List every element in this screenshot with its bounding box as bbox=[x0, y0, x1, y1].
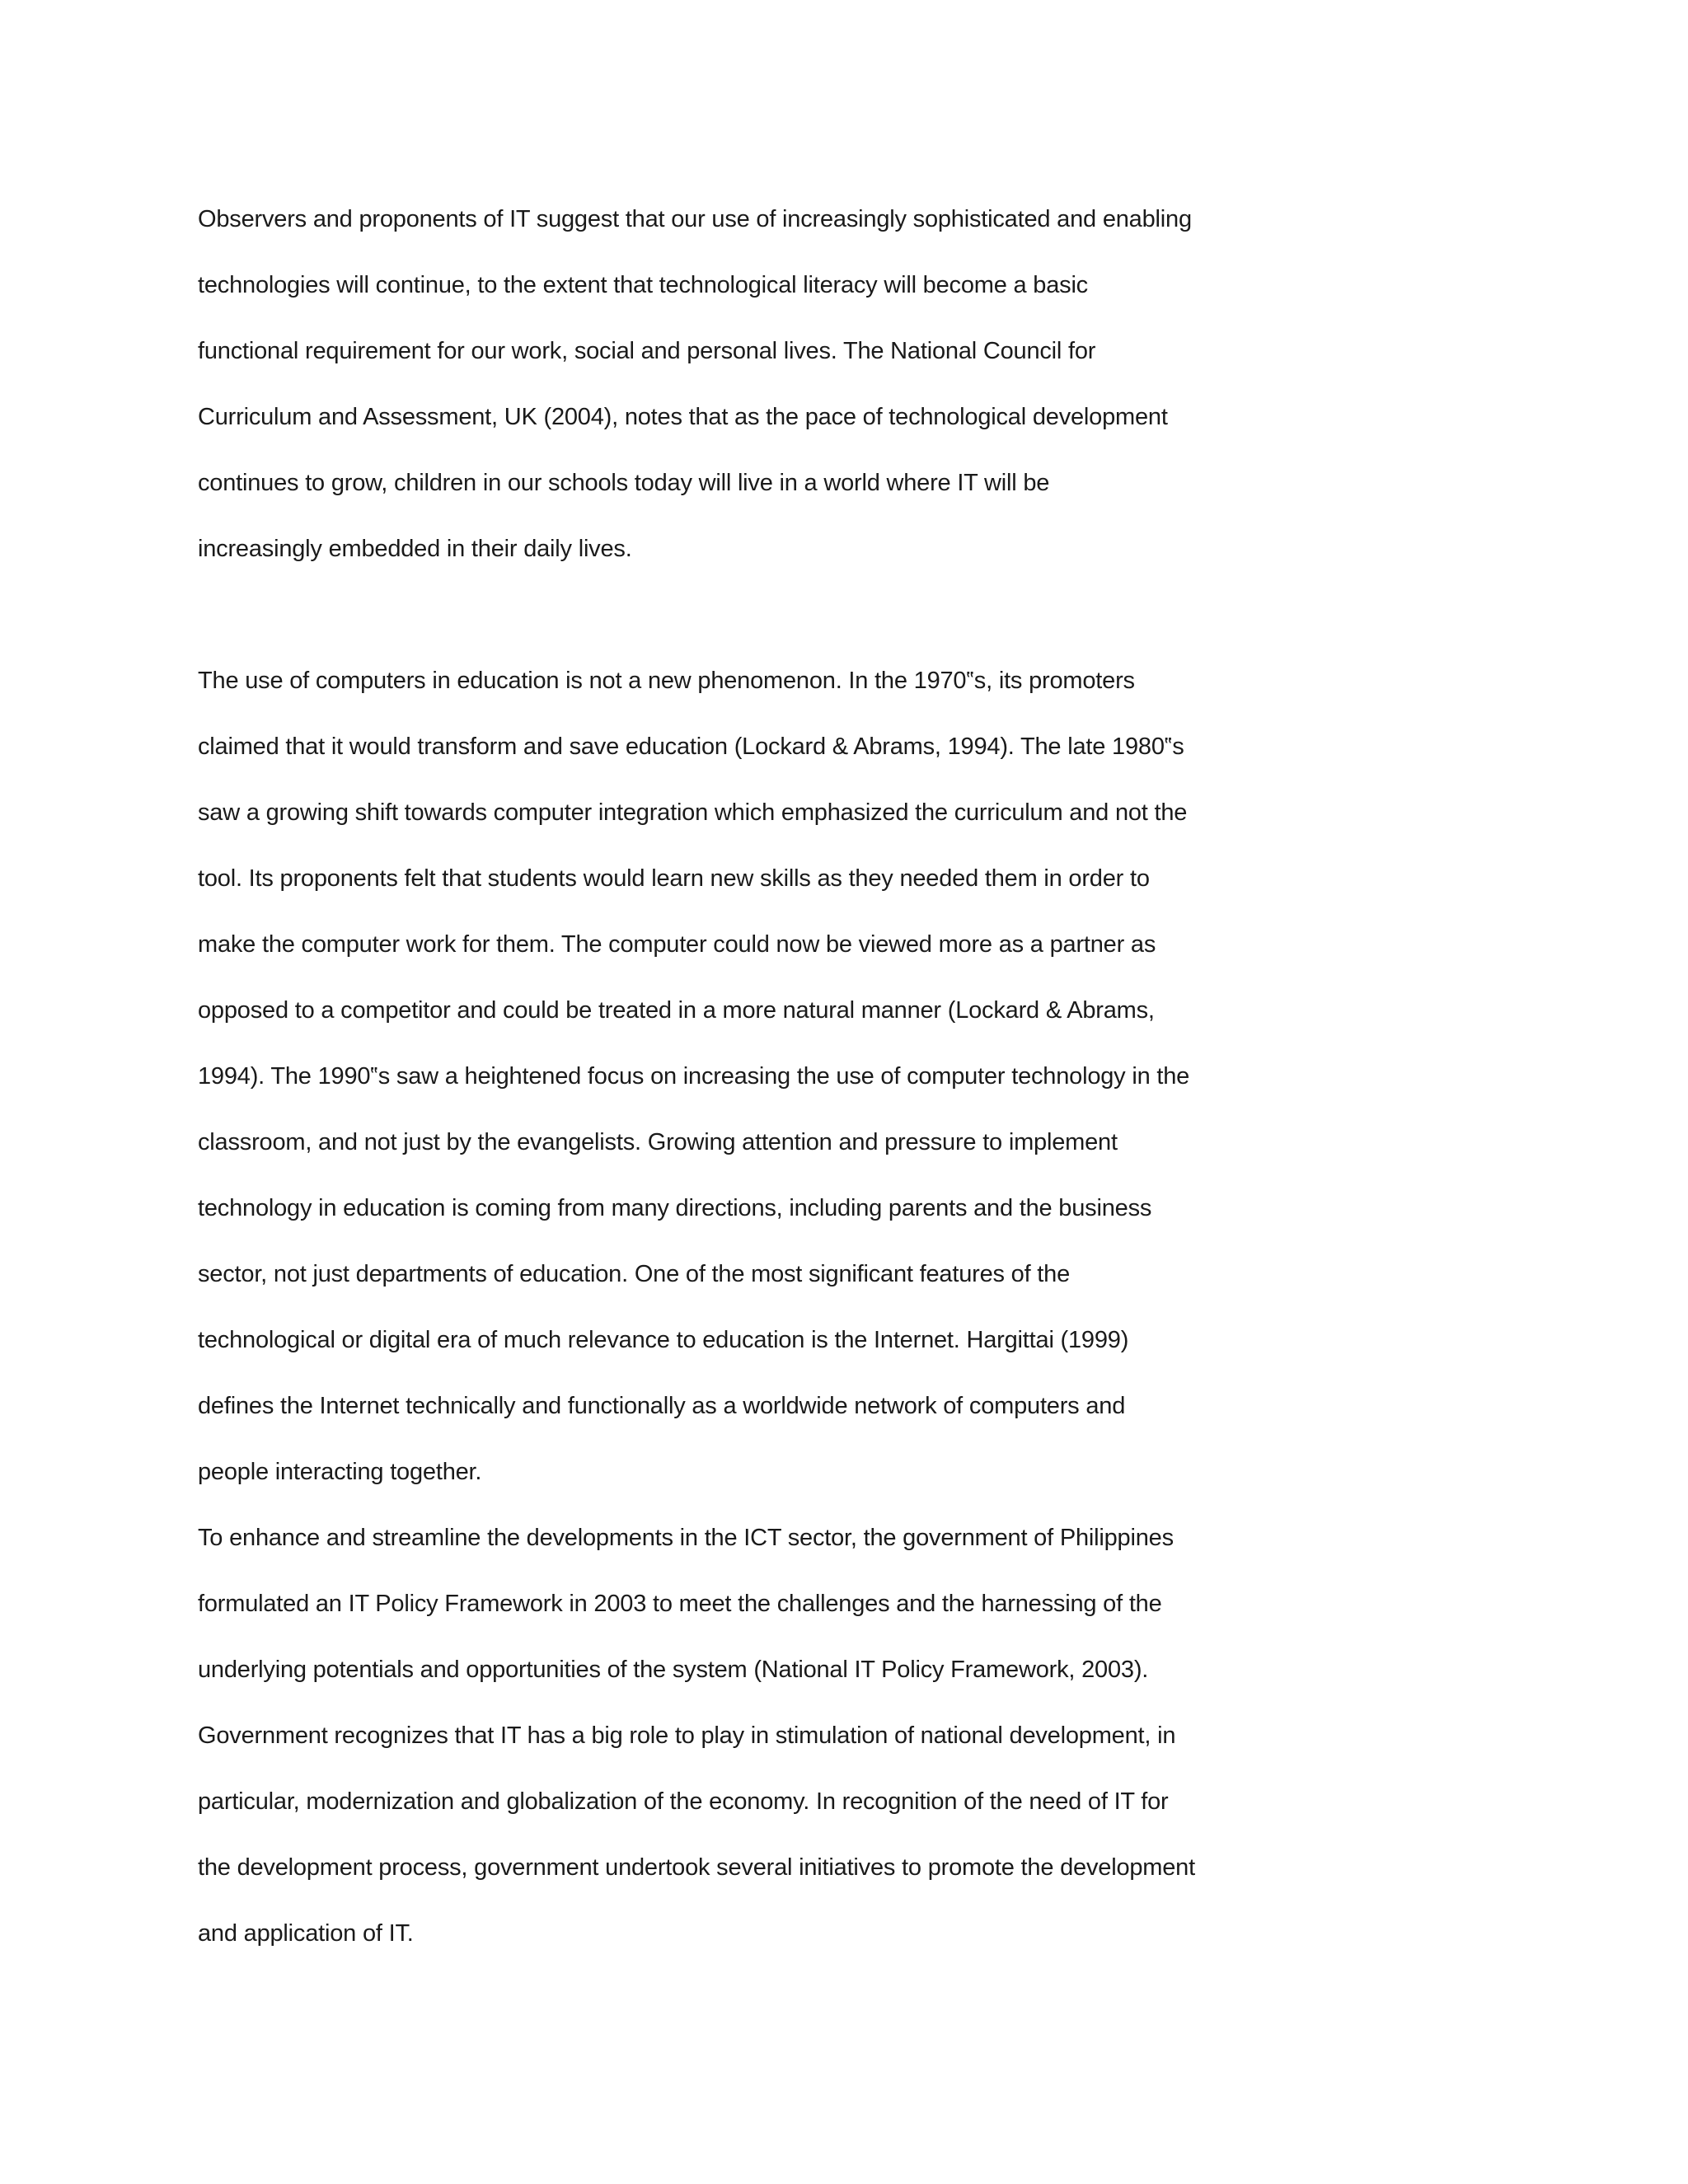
text-line: underlying potentials and opportunities of the system (National IT Policy Framework, 2003). bbox=[198, 1657, 1149, 1683]
text-line: saw a growing shift towards computer integration which emphasized the curriculum and not the bbox=[198, 799, 1188, 826]
text-line: functional requirement for our work, social and personal lives. The National Council for bbox=[198, 338, 1096, 364]
text-line: increasingly embedded in their daily lives. bbox=[198, 536, 632, 562]
text-line: and application of IT. bbox=[198, 1920, 414, 1947]
text-line: technological or digital era of much relevance to education is the Internet. Hargittai (1999) bbox=[198, 1327, 1129, 1353]
text-line: To enhance and streamline the developments in the ICT sector, the government of Philippines bbox=[198, 1525, 1174, 1551]
text-line: Government recognizes that IT has a big role to play in stimulation of national development, in bbox=[198, 1722, 1176, 1749]
text-line: opposed to a competitor and could be treated in a more natural manner (Lockard & Abrams, bbox=[198, 997, 1155, 1024]
paragraph-it-literacy bbox=[198, 200, 1550, 596]
text-line: technology in education is coming from many directions, including parents and the business bbox=[198, 1195, 1152, 1221]
text-line: make the computer work for them. The computer could now be viewed more as a partner as bbox=[198, 931, 1156, 958]
paragraph-computers-in-education bbox=[198, 662, 1550, 1519]
text-line: classroom, and not just by the evangelists. Growing attention and pressure to implement bbox=[198, 1129, 1118, 1155]
text-line: technologies will continue, to the extent that technological literacy will become a basic bbox=[198, 272, 1088, 298]
text-line: claimed that it would transform and save education (Lockard & Abrams, 1994). The late 1980‟s bbox=[198, 733, 1184, 760]
text-line: the development process, government undertook several initiatives to promote the development bbox=[198, 1854, 1195, 1881]
text-line: continues to grow, children in our schools today will live in a world where IT will be bbox=[198, 470, 1050, 496]
text-line: The use of computers in education is not a new phenomenon. In the 1970‟s, its promoters bbox=[198, 668, 1135, 694]
text-line: sector, not just departments of education. One of the most significant features of the bbox=[198, 1261, 1071, 1287]
text-line: Curriculum and Assessment, UK (2004), notes that as the pace of technological development bbox=[198, 404, 1168, 430]
text-line: formulated an IT Policy Framework in 2003 to meet the challenges and the harnessing of the bbox=[198, 1591, 1162, 1617]
text-line: particular, modernization and globalization of the economy. In recognition of the need of IT for bbox=[198, 1788, 1169, 1815]
text-line: people interacting together. bbox=[198, 1459, 482, 1485]
text-line: Observers and proponents of IT suggest that our use of increasingly sophisticated and enabling bbox=[198, 206, 1192, 232]
text-line: 1994). The 1990‟s saw a heightened focus on increasing the use of computer technology in the bbox=[198, 1063, 1190, 1090]
text-line: defines the Internet technically and functionally as a worldwide network of computers and bbox=[198, 1393, 1126, 1419]
text-line: tool. Its proponents felt that students would learn new skills as they needed them in order to bbox=[198, 865, 1150, 892]
paragraph-it-policy-framework bbox=[198, 1519, 1550, 1980]
